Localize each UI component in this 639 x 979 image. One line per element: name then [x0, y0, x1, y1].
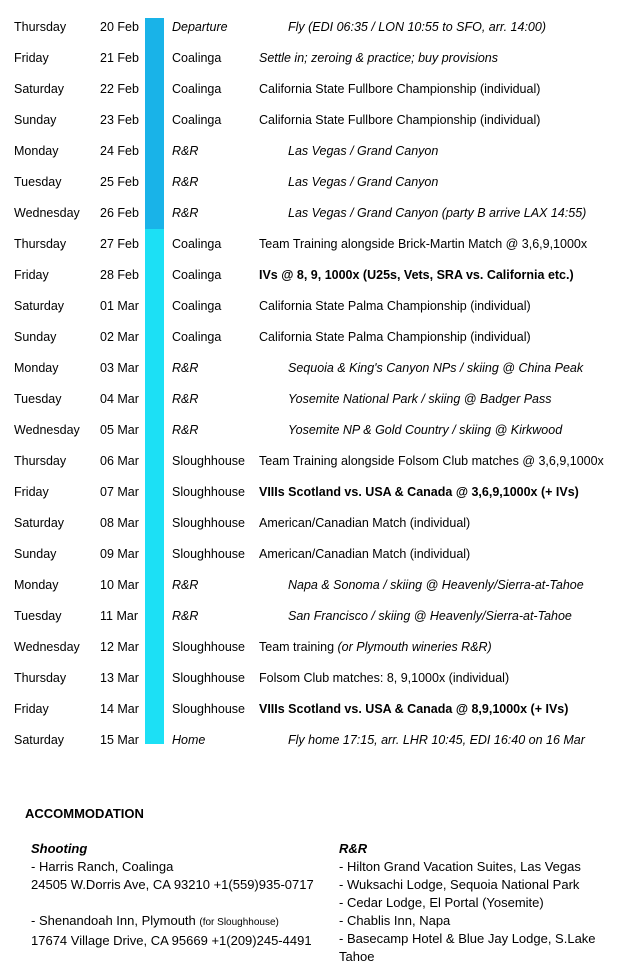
row-date: 22 Feb [100, 82, 139, 96]
schedule-row [0, 229, 639, 260]
row-activity: California State Fullbore Championship (individual) [259, 82, 541, 96]
schedule-row [0, 601, 639, 632]
row-day: Sunday [14, 547, 57, 561]
shooting-hotel-1: - Harris Ranch, Coalinga [31, 859, 174, 874]
schedule-row [0, 725, 639, 756]
schedule-row [0, 384, 639, 415]
row-date: 21 Feb [100, 51, 139, 65]
row-location: Sloughhouse [172, 547, 245, 561]
schedule-bar-segment [145, 105, 164, 136]
row-date: 08 Mar [100, 516, 139, 530]
row-day: Saturday [14, 733, 65, 747]
schedule-bar-segment [145, 725, 164, 744]
row-activity: California State Fullbore Championship (individual) [259, 113, 541, 127]
row-day: Friday [14, 485, 49, 499]
row-location: Home [172, 733, 206, 747]
row-location: Coalinga [172, 299, 222, 313]
row-location: R&R [172, 361, 199, 375]
shooting-hotel-2-note: (for Sloughhouse) [199, 917, 279, 928]
row-activity: Las Vegas / Grand Canyon [288, 144, 439, 158]
schedule-bar-segment [145, 229, 164, 260]
rr-hotel: - Hilton Grand Vacation Suites, Las Vegas [339, 859, 581, 874]
schedule-row [0, 508, 639, 539]
schedule-bar-segment [145, 18, 164, 43]
schedule-row [0, 291, 639, 322]
schedule-row [0, 632, 639, 663]
rr-column [339, 840, 629, 966]
row-day: Thursday [14, 671, 67, 685]
row-date: 28 Feb [100, 268, 139, 282]
schedule-row [0, 260, 639, 291]
schedule-bar-segment [145, 477, 164, 508]
row-activity: Settle in; zeroing & practice; buy provisions [259, 51, 499, 65]
row-day: Sunday [14, 330, 57, 344]
row-location: R&R [172, 206, 199, 220]
row-date: 05 Mar [100, 423, 139, 437]
row-date: 20 Feb [100, 20, 139, 34]
row-activity: Folsom Club matches: 8, 9,1000x (individual) [259, 671, 510, 685]
row-date: 23 Feb [100, 113, 139, 127]
row-activity: Napa & Sonoma / skiing @ Heavenly/Sierra-at-Tahoe [288, 578, 584, 592]
schedule-bar-segment [145, 167, 164, 198]
schedule-bar-segment [145, 136, 164, 167]
row-day: Saturday [14, 82, 65, 96]
row-activity: Team Training alongside Brick-Martin Match @ 3,6,9,1000x [259, 237, 588, 251]
row-date: 06 Mar [100, 454, 139, 468]
row-day: Saturday [14, 516, 65, 530]
schedule-bar-segment [145, 601, 164, 632]
row-location: Sloughhouse [172, 516, 245, 530]
schedule-row [0, 74, 639, 105]
rr-title: R&R [339, 841, 368, 856]
row-location: Coalinga [172, 268, 222, 282]
shooting-hotel-2 [31, 912, 331, 932]
shooting-column [31, 840, 331, 950]
row-location: Sloughhouse [172, 702, 245, 716]
schedule-bar-segment [145, 415, 164, 446]
schedule-row [0, 198, 639, 229]
row-activity: Las Vegas / Grand Canyon [288, 175, 439, 189]
shooting-hotel-2-name: - Shenandoah Inn, Plymouth [31, 913, 200, 928]
row-day: Saturday [14, 299, 65, 313]
row-date: 14 Mar [100, 702, 139, 716]
rr-hotel: - Wuksachi Lodge, Sequoia National Park [339, 877, 580, 892]
schedule-row [0, 415, 639, 446]
schedule-row [0, 167, 639, 198]
schedule-row [0, 105, 639, 136]
row-location: Sloughhouse [172, 485, 245, 499]
shooting-hotel-1-address: 24505 W.Dorris Ave, CA 93210 +1(559)935-0717 [31, 877, 314, 892]
schedule-row [0, 353, 639, 384]
schedule-bar-segment [145, 353, 164, 384]
row-date: 27 Feb [100, 237, 139, 251]
row-date: 15 Mar [100, 733, 139, 747]
row-activity: Fly home 17:15, arr. LHR 10:45, EDI 16:40 on 16 Mar [288, 733, 585, 747]
schedule-row [0, 43, 639, 74]
row-location: Coalinga [172, 237, 222, 251]
schedule-bar-segment [145, 198, 164, 229]
row-date: 13 Mar [100, 671, 139, 685]
row-activity: American/Canadian Match (individual) [259, 547, 471, 561]
row-day: Friday [14, 702, 49, 716]
schedule-row [0, 12, 639, 43]
schedule-bar-segment [145, 74, 164, 105]
row-day: Wednesday [14, 423, 80, 437]
row-activity: Fly (EDI 06:35 / LON 10:55 to SFO, arr. 14:00) [288, 20, 546, 34]
row-activity: Team Training alongside Folsom Club matches @ 3,6,9,1000x [259, 454, 604, 468]
row-location: R&R [172, 175, 199, 189]
row-activity: Yosemite NP & Gold Country / skiing @ Kirkwood [288, 423, 563, 437]
schedule-row [0, 663, 639, 694]
schedule-row [0, 322, 639, 353]
row-activity: IVs @ 8, 9, 1000x (U25s, Vets, SRA vs. California etc.) [259, 268, 574, 282]
row-date: 02 Mar [100, 330, 139, 344]
row-date: 11 Mar [100, 609, 138, 623]
schedule-bar-segment [145, 43, 164, 74]
row-day: Monday [14, 361, 59, 375]
row-date: 09 Mar [100, 547, 139, 561]
row-date: 04 Mar [100, 392, 139, 406]
row-location: Coalinga [172, 82, 222, 96]
row-location: Sloughhouse [172, 671, 245, 685]
row-day: Monday [14, 578, 59, 592]
schedule-bar-segment [145, 260, 164, 291]
row-activity: Team training [259, 640, 338, 654]
row-location: Sloughhouse [172, 640, 245, 654]
rr-hotel: - Cedar Lodge, El Portal (Yosemite) [339, 895, 544, 910]
row-day: Tuesday [14, 609, 62, 623]
schedule-row [0, 694, 639, 725]
row-activity: Las Vegas / Grand Canyon (party B arrive LAX 14:55) [288, 206, 587, 220]
rr-hotel: Tahoe [339, 949, 375, 964]
shooting-title: Shooting [31, 841, 88, 856]
row-day: Thursday [14, 237, 67, 251]
row-day: Tuesday [14, 175, 62, 189]
row-date: 26 Feb [100, 206, 139, 220]
row-activity-wrap [259, 632, 492, 663]
schedule-bar-segment [145, 322, 164, 353]
schedule-bar-segment [145, 694, 164, 725]
row-day: Thursday [14, 20, 67, 34]
row-activity: California State Palma Championship (individual) [259, 330, 531, 344]
row-date: 01 Mar [100, 299, 139, 313]
row-location: Coalinga [172, 113, 222, 127]
schedule-row [0, 136, 639, 167]
rr-hotel: - Basecamp Hotel & Blue Jay Lodge, S.Lake [339, 931, 596, 946]
row-date: 12 Mar [100, 640, 139, 654]
row-day: Friday [14, 51, 49, 65]
row-date: 10 Mar [100, 578, 139, 592]
schedule-bar-segment [145, 508, 164, 539]
row-day: Tuesday [14, 392, 62, 406]
row-location: R&R [172, 609, 199, 623]
schedule-row [0, 539, 639, 570]
schedule-table [0, 12, 639, 756]
row-date: 25 Feb [100, 175, 139, 189]
rr-hotel: - Chablis Inn, Napa [339, 913, 451, 928]
schedule-bar-segment [145, 539, 164, 570]
schedule-row [0, 570, 639, 601]
schedule-row [0, 477, 639, 508]
row-day: Friday [14, 268, 49, 282]
schedule-bar-segment [145, 291, 164, 322]
row-day: Wednesday [14, 640, 80, 654]
row-activity: San Francisco / skiing @ Heavenly/Sierra-at-Tahoe [288, 609, 572, 623]
schedule-row [0, 446, 639, 477]
row-activity-note: (or Plymouth wineries R&R) [337, 640, 492, 654]
row-activity: VIIIs Scotland vs. USA & Canada @ 3,6,9,1000x (+ IVs) [259, 485, 579, 499]
row-date: 07 Mar [100, 485, 139, 499]
row-location: R&R [172, 423, 199, 437]
row-day: Thursday [14, 454, 67, 468]
row-location: Departure [172, 20, 228, 34]
row-location: Coalinga [172, 51, 222, 65]
row-location: R&R [172, 392, 199, 406]
row-activity: California State Palma Championship (individual) [259, 299, 531, 313]
schedule-bar-segment [145, 663, 164, 694]
row-location: Coalinga [172, 330, 222, 344]
row-date: 03 Mar [100, 361, 139, 375]
schedule-bar-segment [145, 384, 164, 415]
schedule-bar-segment [145, 570, 164, 601]
row-day: Wednesday [14, 206, 80, 220]
accommodation-heading: ACCOMMODATION [25, 806, 144, 821]
row-location: R&R [172, 144, 199, 158]
schedule-bar-segment [145, 632, 164, 663]
row-activity: Sequoia & King's Canyon NPs / skiing @ China Peak [288, 361, 584, 375]
row-activity: Yosemite National Park / skiing @ Badger Pass [288, 392, 552, 406]
row-location: Sloughhouse [172, 454, 245, 468]
row-day: Sunday [14, 113, 57, 127]
row-date: 24 Feb [100, 144, 139, 158]
row-activity: American/Canadian Match (individual) [259, 516, 471, 530]
row-activity: VIIIs Scotland vs. USA & Canada @ 8,9,1000x (+ IVs) [259, 702, 569, 716]
schedule-bar-segment [145, 446, 164, 477]
row-day: Monday [14, 144, 59, 158]
row-location: R&R [172, 578, 199, 592]
shooting-hotel-2-address: 17674 Village Drive, CA 95669 +1(209)245-4491 [31, 933, 312, 948]
